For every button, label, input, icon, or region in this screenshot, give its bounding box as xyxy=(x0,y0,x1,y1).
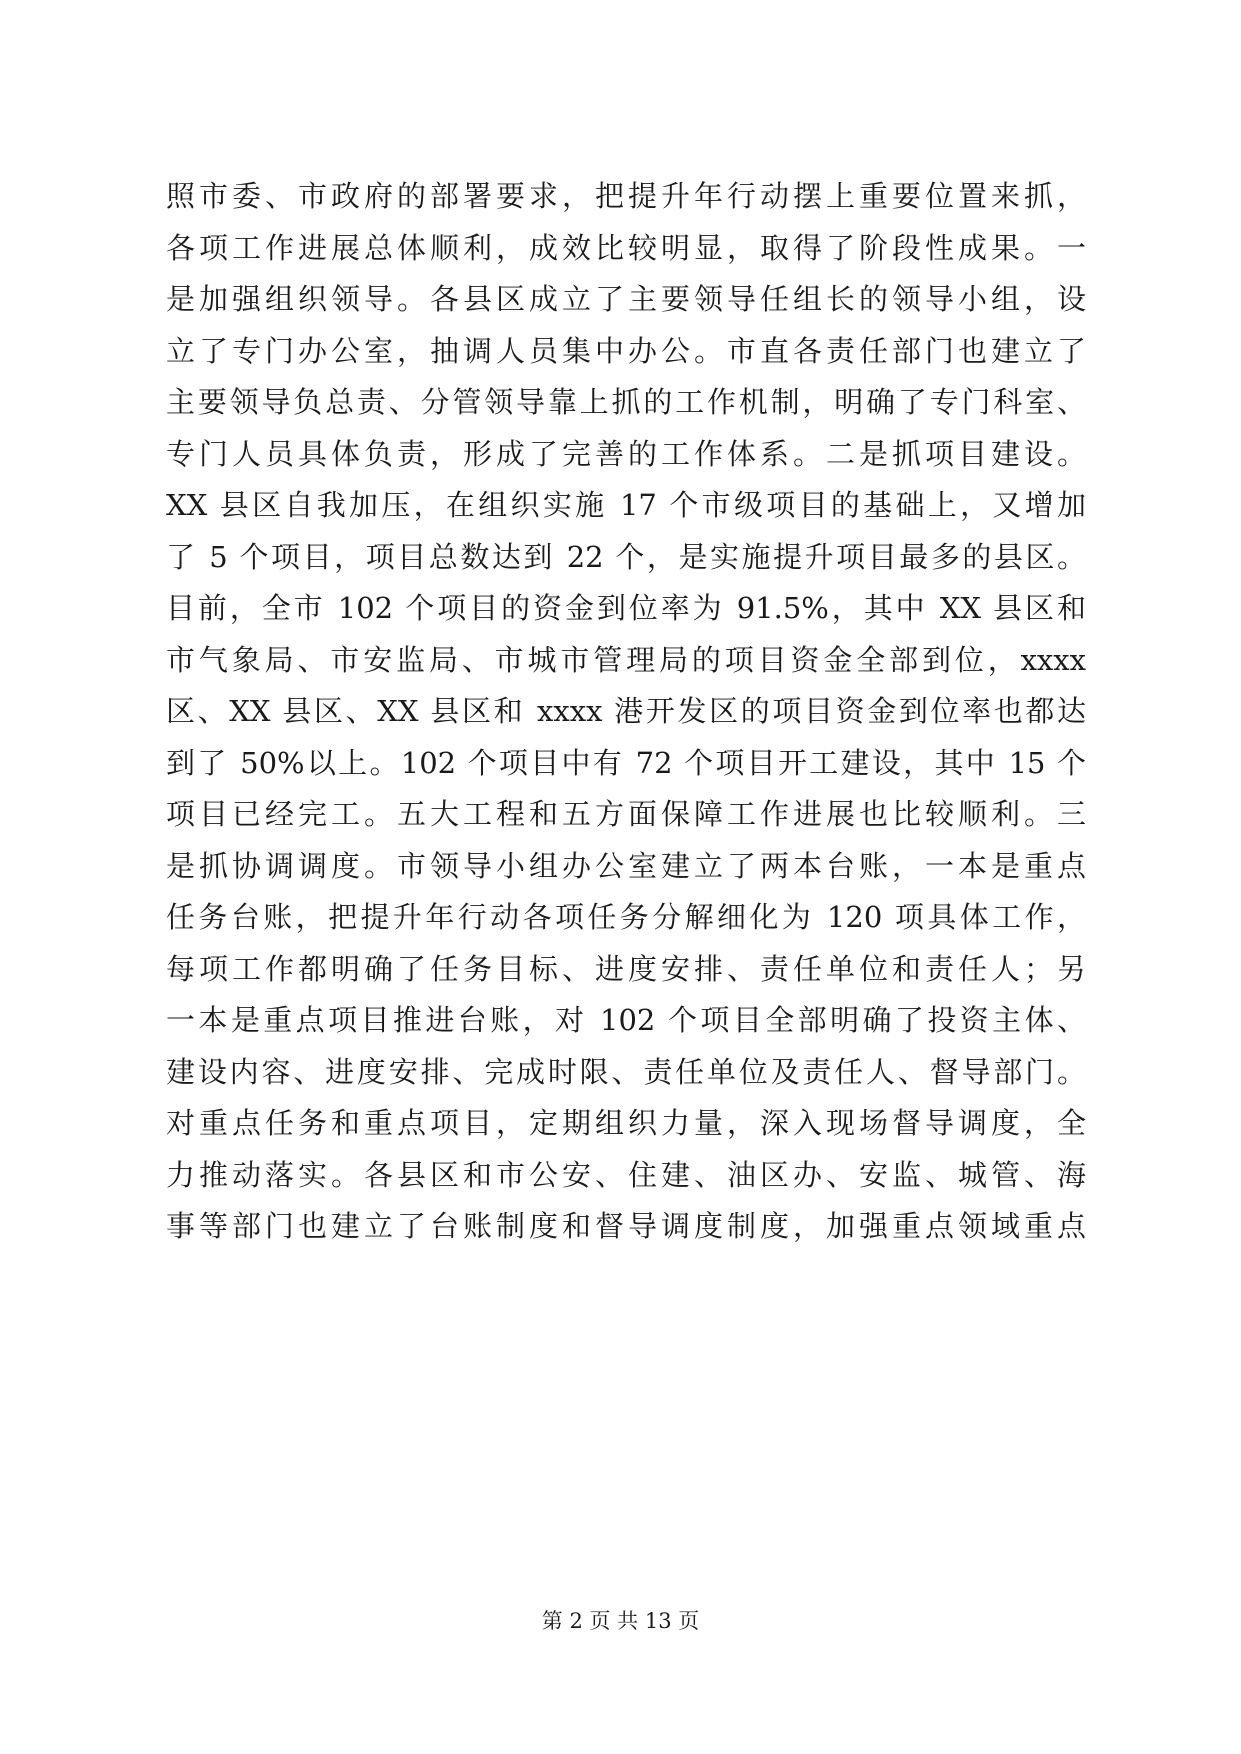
text-line: 力推动落实。各县区和市公安、住建、油区办、安监、城管、海 xyxy=(166,1157,1086,1192)
text-line: 立了专门办公室，抽调人员集中办公。市直各责任部门也建立了 xyxy=(166,333,1086,368)
text-line: 市气象局、市安监局、市城市管理局的项目资金全部到位，xxxx xyxy=(166,642,1086,677)
text-line: 对重点任务和重点项目，定期组织力量，深入现场督导调度，全 xyxy=(166,1106,1086,1140)
text-line: 建设内容、进度安排、完成时限、责任单位及责任人、督导部门。 xyxy=(166,1054,1086,1089)
text-line: 到了 50%以上。102 个项目中有 72 个项目开工建设，其中 15 个 xyxy=(166,745,1086,780)
text-line: 事等部门也建立了台账制度和督导调度制度，加强重点领域重点 xyxy=(166,1209,1086,1243)
text-line: 是抓协调调度。市领导小组办公室建立了两本台账，一本是重点 xyxy=(166,848,1086,883)
page-footer xyxy=(0,1606,1241,1636)
text-line: 目前，全市 102 个项目的资金到位率为 91.5%，其中 XX 县区和 xyxy=(166,591,1086,625)
text-line: 各项工作进展总体顺利，成效比较明显，取得了阶段性成果。一 xyxy=(166,230,1086,265)
page-number: 第 2 页 共 13 页 xyxy=(541,1609,700,1633)
text-line: 专门人员具体负责，形成了完善的工作体系。二是抓项目建设。 xyxy=(166,436,1086,471)
text-line: 了 5 个项目，项目总数达到 22 个，是实施提升项目最多的县区。 xyxy=(166,539,1086,574)
text-line: 是加强组织领导。各县区成立了主要领导任组长的领导小组，设 xyxy=(166,282,1086,316)
text-line: 区、XX 县区、XX 县区和 xxxx 港开发区的项目资金到位率也都达 xyxy=(166,694,1086,728)
text-line: 项目已经完工。五大工程和五方面保障工作进展也比较顺利。三 xyxy=(166,797,1086,831)
text-line: 主要领导负总责、分管领导靠上抓的工作机制，明确了专门科室、 xyxy=(166,385,1086,419)
text-line: 每项工作都明确了任务目标、进度安排、责任单位和责任人；另 xyxy=(166,951,1086,986)
text-line: 照市委、市政府的部署要求，把提升年行动摆上重要位置来抓， xyxy=(166,179,1086,213)
text-line: 一本是重点项目推进台账，对 102 个项目全部明确了投资主体、 xyxy=(166,1003,1086,1037)
text-line: 任务台账，把提升年行动各项任务分解细化为 120 项具体工作， xyxy=(166,900,1086,934)
body-text xyxy=(166,171,1086,1253)
text-line: XX 县区自我加压，在组织实施 17 个市级项目的基础上，又增加 xyxy=(166,488,1086,522)
